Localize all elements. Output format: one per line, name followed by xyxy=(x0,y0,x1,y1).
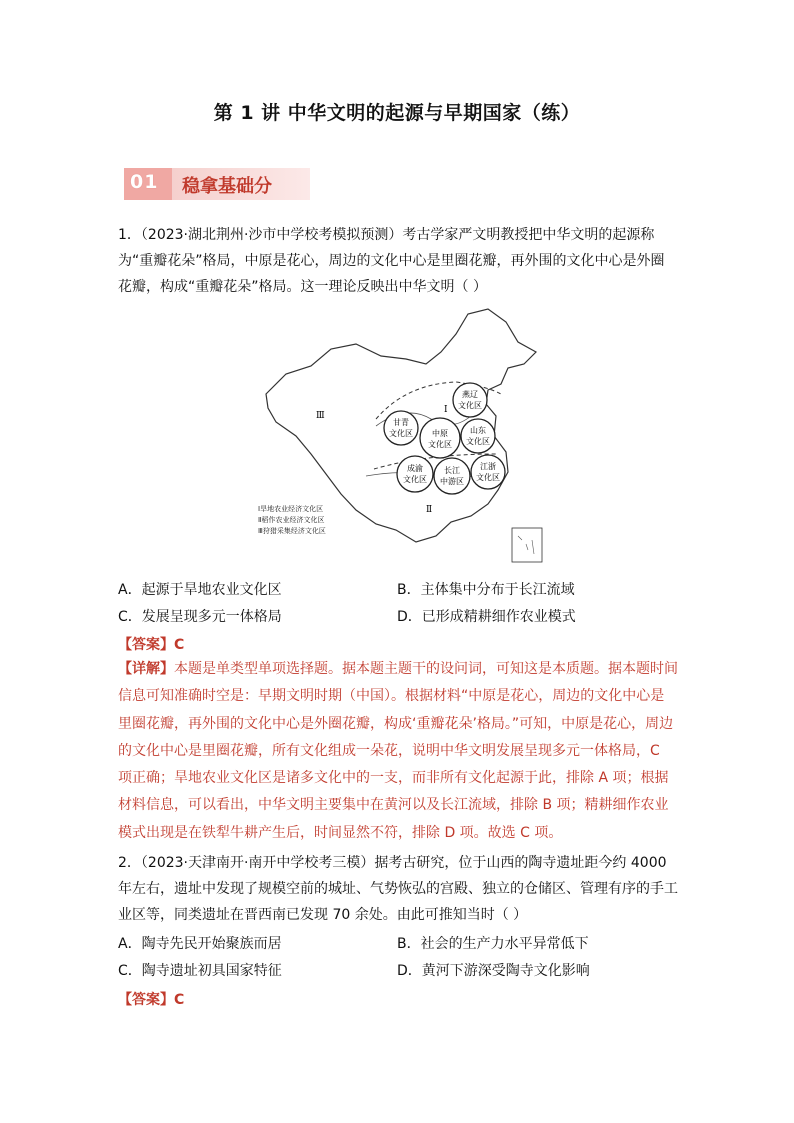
legend-item-3: Ⅲ狩猎采集经济文化区 xyxy=(258,527,326,535)
region-label-yanliao: 燕辽 xyxy=(462,390,478,399)
q2-option-d: D．黄河下游深受陶寺文化影响 xyxy=(397,963,590,979)
q1-answer xyxy=(118,634,184,654)
region-gansu-qinghai xyxy=(384,411,418,445)
q2-answer xyxy=(118,989,184,1009)
svg-text:文化区: 文化区 xyxy=(466,437,490,446)
region-jiangzhe xyxy=(471,455,505,489)
zone-label-3: Ⅲ xyxy=(316,411,325,421)
china-culture-map xyxy=(256,304,546,564)
region-label-jiangzhe: 江浙 xyxy=(480,462,496,471)
q1-option-d: D．已形成精耕细作农业模式 xyxy=(397,609,576,625)
q1-answer-value: C xyxy=(174,637,185,653)
svg-text:文化区: 文化区 xyxy=(458,401,482,410)
section-banner xyxy=(124,168,310,200)
q1-option-a: A．起源于旱地农业文化区 xyxy=(118,582,282,598)
q2-answer-value: C xyxy=(174,992,185,1008)
region-label-changjiang: 长江 xyxy=(444,466,460,475)
svg-text:文化区: 文化区 xyxy=(476,473,500,482)
q1-explain-label: 【详解】 xyxy=(118,661,174,677)
q2-option-b: B．社会的生产力水平异常低下 xyxy=(397,936,589,952)
svg-text:文化区: 文化区 xyxy=(428,440,452,449)
q1-option-b: B．主体集中分布于长江流域 xyxy=(397,582,575,598)
region-changjiang xyxy=(434,458,470,494)
q2-answer-label: 【答案】 xyxy=(118,992,174,1008)
region-label-gansu-qinghai: 甘青 xyxy=(393,418,409,427)
section-number: 01 xyxy=(130,171,159,193)
q2-stem: 2．（2023·天津南开·南开中学校考三模）据考古研究，位于山西的陶寺遗址距今约 4000 年左右，遗址中发现了规模空前的城址、气势恢弘的宫殿、独立的仓储区、管理有序的手工业区等，同类遗址在晋西南已发现 70 余处。由此可推知当时（ ） xyxy=(118,855,678,923)
region-zhongyuan xyxy=(420,418,460,458)
region-label-zhongyuan: 中原 xyxy=(432,429,448,438)
q1-option-c: C．发展呈现多元一体格局 xyxy=(118,609,282,625)
legend-item-2: Ⅱ稻作农业经济文化区 xyxy=(258,516,325,524)
q1-answer-label: 【答案】 xyxy=(118,637,174,653)
region-label-chengyu: 成渝 xyxy=(407,464,423,473)
region-shandong xyxy=(461,419,495,453)
region-label-shandong: 山东 xyxy=(470,426,486,435)
svg-text:中游区: 中游区 xyxy=(440,477,464,486)
svg-text:文化区: 文化区 xyxy=(403,475,427,484)
q2-option-c: C．陶寺遗址初具国家特征 xyxy=(118,963,282,979)
q1-explain-text: 本题是单类型单项选择题。据本题主题干的设问词，可知这是本质题。据本题时间信息可知准确时空是：早期文明时期（中国）。根据材料“中原是花心，周边的文化中心是里圈花瓣，再外围的文化中心是外圈花瓣，构成‘重瓣花朵’格局。”可知，中原是花心，周边的文化中心是里圈花瓣，所有文化组成一朵花，说明中华文明发展呈现多元一体格局，C 项正确；旱地农业文化区是诸多文化中的一支，而非所有文化起源于此，排除 A 项；根据材料信息，可以看出，中华文明主要集中在黄河以及长江流域，排除 B 项；精耕细作农业模式出现是在铁犁牛耕产生后，时间显然不符，排除 D 项。故选 C 项。 xyxy=(118,661,678,841)
zone-label-1: Ⅰ xyxy=(444,405,448,415)
q1-explanation xyxy=(118,656,678,847)
section-label: 稳拿基础分 xyxy=(182,176,272,197)
q1-stem: 1．（2023·湖北荆州·沙市中学校考模拟预测）考古学家严文明教授把中华文明的起源称为“重瓣花朵”格局，中原是花心，周边的文化中心是里圈花瓣，再外围的文化中心是外圈花瓣，构成“重瓣花朵”格局。这一理论反映出中华文明（ ） xyxy=(118,227,665,295)
region-chengyu xyxy=(397,456,433,492)
q2-option-a: A．陶寺先民开始聚族而居 xyxy=(118,936,282,952)
legend-item-1: Ⅰ旱地农业经济文化区 xyxy=(258,505,324,513)
region-yanliao xyxy=(453,383,487,417)
south-sea-inset xyxy=(512,528,542,562)
zone-label-2: Ⅱ xyxy=(426,505,433,515)
page-title: 第 1 讲 中华文明的起源与早期国家（练） xyxy=(213,102,581,124)
svg-text:文化区: 文化区 xyxy=(389,429,413,438)
